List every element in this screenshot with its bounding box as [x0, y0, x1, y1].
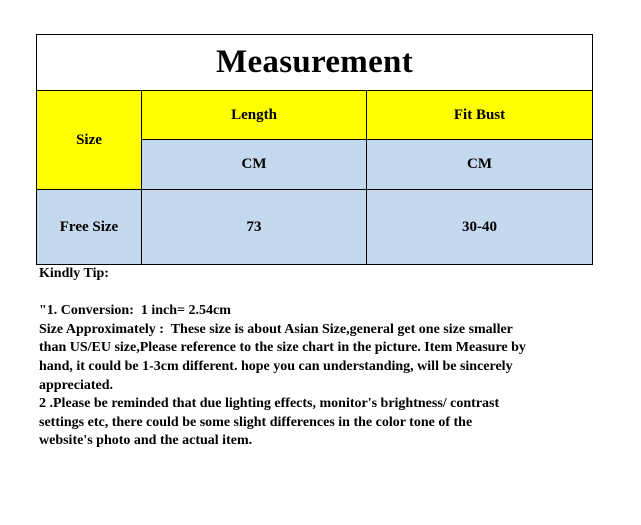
- tip-line: appreciated.: [39, 377, 114, 393]
- unit-cell-fit-bust: CM: [367, 140, 593, 190]
- kindly-tip-section: [39, 265, 599, 451]
- row-size-label: Free Size: [37, 190, 142, 265]
- tip-line: 2 .Please be reminded that due lighting effects, monitor's brightness/ contrast: [39, 396, 500, 412]
- tip-line: settings etc, there could be some slight differences in the color tone of the: [39, 414, 473, 430]
- column-header-length: Length: [142, 91, 367, 140]
- tip-heading: Kindly Tip:: [39, 266, 109, 281]
- size-chart-table: [36, 34, 593, 265]
- tip-line: website's photo and the actual item.: [39, 433, 253, 449]
- unit-cell-length: CM: [142, 140, 367, 190]
- tip-line: than US/EU size,Please reference to the size chart in the picture. Item Measure by: [39, 340, 526, 356]
- tip-line: hand, it could be 1-3cm different. hope you can understanding, will be sincerely: [39, 358, 513, 374]
- tip-spacer: [39, 284, 599, 303]
- fit-bust-value-cell: 30-40: [367, 190, 593, 265]
- table-title: Measurement: [37, 35, 593, 91]
- column-header-fit-bust: Fit Bust: [367, 91, 593, 140]
- tip-line: "1. Conversion: 1 inch= 2.54cm: [39, 303, 231, 319]
- length-value-cell: 73: [142, 190, 367, 265]
- size-header-cell: Size: [37, 91, 142, 190]
- tip-line: Size Approximately : These size is about Asian Size,general get one size smaller: [39, 321, 513, 337]
- table-row: [37, 190, 593, 265]
